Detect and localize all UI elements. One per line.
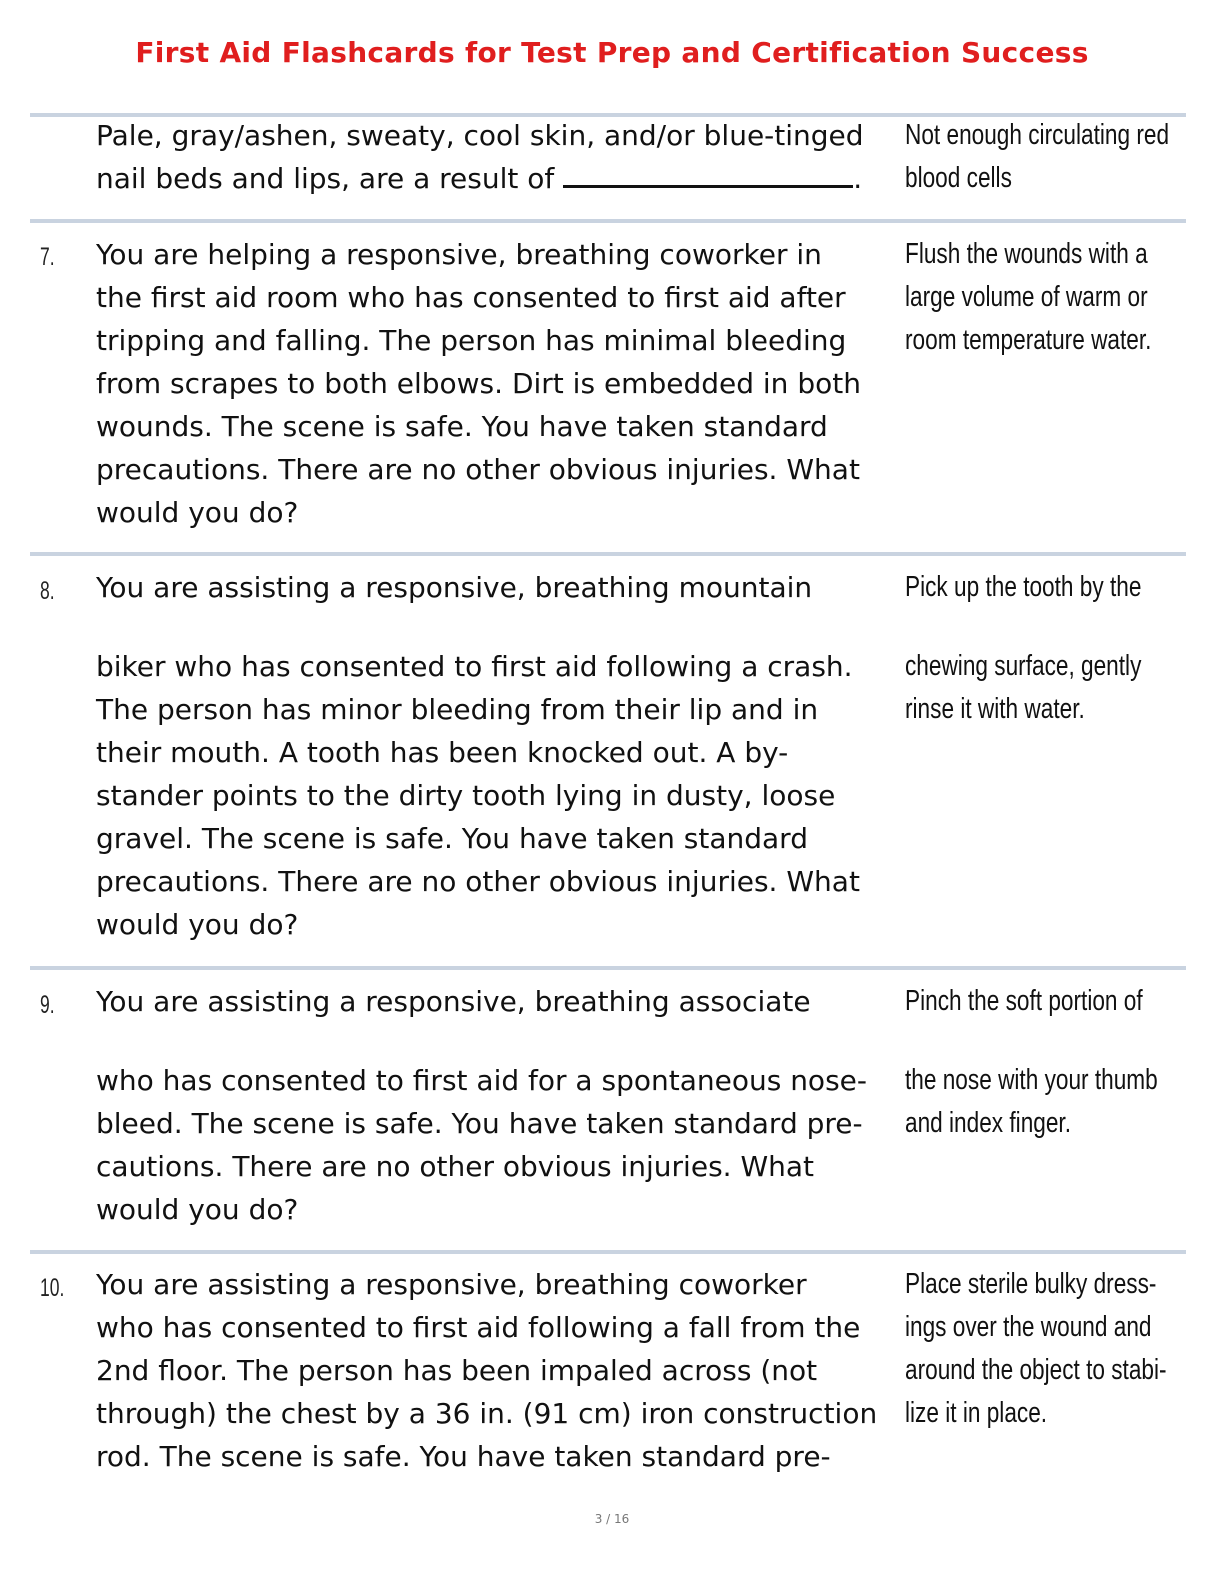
- divider: [30, 552, 1186, 556]
- question-line: You are assisting a responsive, breathing associate: [96, 985, 811, 1018]
- answer-line: blood cells: [905, 162, 1012, 194]
- question-line: through) the chest by a 36 in. (91 cm) iron construction: [96, 1397, 878, 1430]
- divider: [30, 966, 1186, 970]
- card-question: [96, 1263, 896, 1478]
- question-line: Pale, gray/ashen, sweaty, cool skin, and/or blue-tinged: [96, 119, 864, 152]
- page-number: 3 / 16: [594, 1512, 630, 1526]
- card-number: 10.: [40, 1274, 65, 1302]
- answer-line: and index finger.: [905, 1107, 1072, 1139]
- card-number: 9.: [40, 991, 55, 1019]
- card-question: [96, 566, 896, 946]
- card-answer: [905, 114, 1201, 200]
- answer-line: large volume of warm or: [905, 281, 1148, 313]
- answer-line: lize it in place.: [905, 1397, 1048, 1429]
- answer-line: Not enough circulating red: [905, 119, 1170, 151]
- divider: [30, 219, 1186, 223]
- question-line: precautions. There are no other obvious injuries. What: [96, 453, 860, 486]
- answer-line: Flush the wounds with a: [905, 238, 1148, 270]
- question-line: stander points to the dirty tooth lying in dusty, loose: [96, 779, 836, 812]
- question-line: You are assisting a responsive, breathing mountain: [96, 571, 813, 604]
- card-answer: [905, 980, 1201, 1145]
- question-line: would you do?: [96, 1193, 299, 1226]
- question-line: bleed. The scene is safe. You have taken standard pre-: [96, 1107, 863, 1140]
- question-line: rod. The scene is safe. You have taken standard pre-: [96, 1440, 831, 1473]
- question-line: tripping and falling. The person has minimal bleeding: [96, 324, 847, 357]
- card-question: [96, 233, 896, 534]
- answer-line: the nose with your thumb: [905, 1064, 1158, 1096]
- question-line: gravel. The scene is safe. You have taken standard: [96, 822, 808, 855]
- question-line: You are assisting a responsive, breathing coworker: [96, 1268, 807, 1301]
- answer-line: Pick up the tooth by the: [905, 571, 1142, 603]
- question-line: the first aid room who has consented to first aid after: [96, 281, 846, 314]
- question-line: biker who has consented to first aid following a crash.: [96, 650, 853, 683]
- question-line: who has consented to first aid following a fall from the: [96, 1311, 861, 1344]
- card-answer: [905, 233, 1201, 362]
- card-answer: [905, 1263, 1201, 1435]
- page-title: First Aid Flashcards for Test Prep and Certification Success: [135, 36, 1089, 69]
- card-question: [96, 980, 896, 1231]
- card-question: [96, 114, 896, 200]
- answer-line: Place sterile bulky dress-: [905, 1268, 1157, 1300]
- question-line: You are helping a responsive, breathing coworker in: [96, 238, 822, 271]
- answer-line: chewing surface, gently: [905, 650, 1142, 682]
- question-end: .: [853, 162, 863, 195]
- question-line: 2nd floor. The person has been impaled across (not: [96, 1354, 818, 1387]
- question-line: cautions. There are no other obvious injuries. What: [96, 1150, 815, 1183]
- answer-line: around the object to stabi-: [905, 1354, 1167, 1386]
- card-answer: [905, 566, 1201, 731]
- answer-blank: [563, 159, 853, 188]
- question-text: nail beds and lips, are a result of: [96, 162, 555, 195]
- divider: [30, 1250, 1186, 1254]
- answer-line: rinse it with water.: [905, 693, 1085, 725]
- question-line: their mouth. A tooth has been knocked out. A by-: [96, 736, 789, 769]
- question-line: The person has minor bleeding from their lip and in: [96, 693, 819, 726]
- card-number: 8.: [40, 577, 55, 605]
- answer-line: room temperature water.: [905, 324, 1152, 356]
- card-number: 7.: [40, 243, 55, 271]
- question-line: [96, 157, 896, 200]
- question-line: would you do?: [96, 496, 299, 529]
- question-line: from scrapes to both elbows. Dirt is embedded in both: [96, 367, 861, 400]
- answer-line: ings over the wound and: [905, 1311, 1152, 1343]
- question-line: who has consented to first aid for a spontaneous nose-: [96, 1064, 867, 1097]
- question-line: wounds. The scene is safe. You have taken standard: [96, 410, 828, 443]
- answer-line: Pinch the soft portion of: [905, 985, 1143, 1017]
- question-line: would you do?: [96, 908, 299, 941]
- question-line: precautions. There are no other obvious injuries. What: [96, 865, 860, 898]
